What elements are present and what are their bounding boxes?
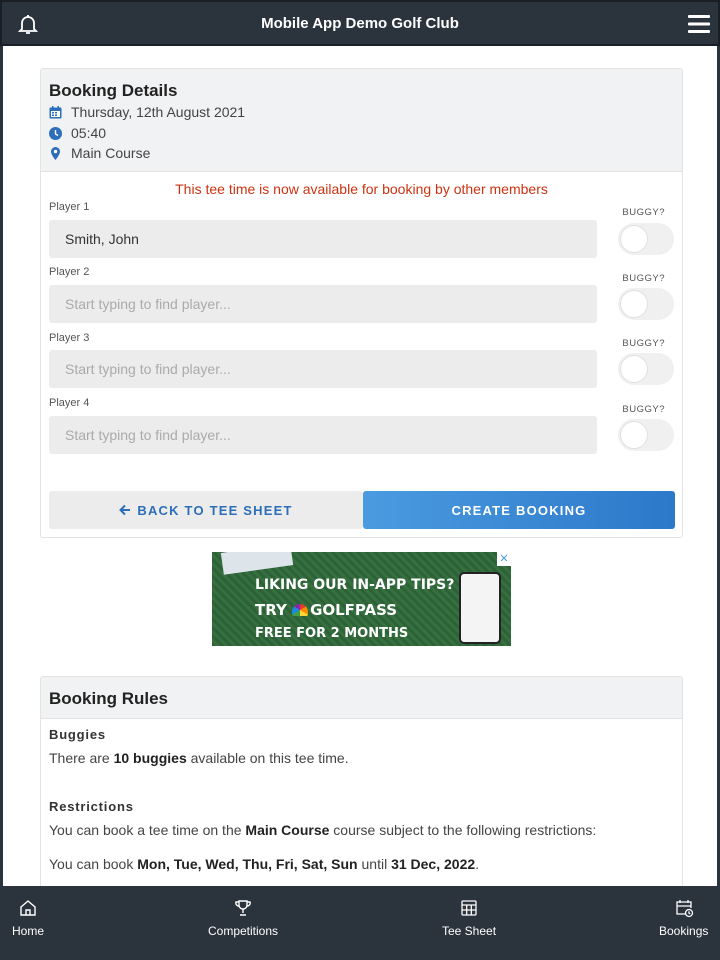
home-icon bbox=[18, 898, 38, 918]
ad-phone-image bbox=[459, 572, 501, 644]
buggy-1-toggle[interactable] bbox=[618, 223, 674, 255]
ad-banner[interactable] bbox=[212, 552, 511, 646]
nav-tee-sheet-label: Tee Sheet bbox=[442, 924, 497, 938]
grid-calendar-icon bbox=[459, 898, 479, 918]
buggies-heading: Buggies bbox=[49, 727, 106, 742]
nav-competitions[interactable] bbox=[208, 898, 278, 938]
bottom-nav bbox=[0, 886, 720, 960]
buggies-text bbox=[49, 750, 349, 766]
ad-brand: GOLFPASS bbox=[310, 601, 398, 619]
toggle-knob bbox=[620, 290, 648, 318]
restrictions-heading: Restrictions bbox=[49, 799, 134, 814]
player-1-label: Player 1 bbox=[49, 201, 90, 213]
booking-date-row bbox=[49, 103, 245, 121]
booking-card bbox=[40, 68, 683, 538]
restrictions-days bbox=[49, 856, 479, 872]
create-button-label: CREATE BOOKING bbox=[451, 502, 587, 518]
days-until: 31 Dec, 2022 bbox=[391, 856, 476, 872]
player-2-input[interactable]: Start typing to find player... bbox=[49, 285, 597, 323]
map-pin-icon bbox=[49, 147, 62, 160]
ad-close-icon[interactable]: ✕ bbox=[497, 552, 511, 566]
toggle-knob bbox=[620, 421, 648, 449]
buggy-4-toggle[interactable] bbox=[618, 419, 674, 451]
booking-rules-card bbox=[40, 676, 683, 906]
peacock-logo-icon bbox=[292, 604, 308, 616]
buggy-4-label: BUGGY? bbox=[622, 404, 665, 415]
player-4-input[interactable]: Start typing to find player... bbox=[49, 416, 597, 454]
booking-time-row bbox=[49, 124, 106, 142]
nav-home-label: Home bbox=[12, 924, 45, 938]
buggies-text-post: available on this tee time. bbox=[186, 750, 349, 766]
player-3-input[interactable]: Start typing to find player... bbox=[49, 350, 597, 388]
booking-heading: Booking Details bbox=[49, 81, 178, 100]
booking-course: Main Course bbox=[71, 145, 151, 161]
player-3-label: Player 3 bbox=[49, 332, 90, 344]
restrictions-text-post: course subject to the following restrictions: bbox=[329, 822, 597, 838]
create-booking-button[interactable] bbox=[363, 491, 675, 529]
nav-home[interactable] bbox=[12, 898, 44, 938]
ad-try: TRY bbox=[255, 601, 287, 619]
buggy-2-label: BUGGY? bbox=[622, 273, 665, 284]
ad-line-1: LIKING OUR IN-APP TIPS? bbox=[255, 577, 455, 593]
calendar-clock-icon bbox=[674, 898, 694, 918]
buggy-1-label: BUGGY? bbox=[622, 207, 665, 218]
player-4-label: Player 4 bbox=[49, 397, 90, 409]
booking-rules-header bbox=[41, 677, 682, 719]
trophy-icon bbox=[233, 898, 253, 918]
ad-line-3: FREE FOR 2 MONTHS bbox=[255, 626, 409, 641]
calendar-icon bbox=[49, 106, 62, 119]
player-1-input[interactable]: Smith, John bbox=[49, 220, 597, 258]
buggy-2-toggle[interactable] bbox=[618, 288, 674, 320]
booking-course-row bbox=[49, 144, 150, 162]
days-mid: until bbox=[357, 856, 392, 872]
arrow-left-icon bbox=[119, 504, 131, 516]
days-post: . bbox=[475, 856, 480, 872]
nav-bookings-label: Bookings bbox=[659, 924, 709, 938]
buggies-text-pre: There are bbox=[49, 750, 114, 766]
days-list: Mon, Tue, Wed, Thu, Fri, Sat, Sun bbox=[137, 856, 358, 872]
buggy-3-label: BUGGY? bbox=[622, 338, 665, 349]
availability-notice: This tee time is now available for booking by other members bbox=[175, 181, 548, 197]
nav-tee-sheet[interactable] bbox=[442, 898, 496, 938]
buggy-3-toggle[interactable] bbox=[618, 353, 674, 385]
restrictions-course: Main Course bbox=[245, 822, 330, 838]
booking-card-header bbox=[41, 69, 682, 172]
booking-date: Thursday, 12th August 2021 bbox=[71, 104, 246, 120]
buggies-count: 10 buggies bbox=[113, 750, 187, 766]
restrictions-text-pre: You can book a tee time on the bbox=[49, 822, 246, 838]
top-bar bbox=[0, 0, 720, 46]
frame-left bbox=[0, 46, 3, 886]
restrictions-text bbox=[49, 822, 596, 838]
nav-competitions-label: Competitions bbox=[208, 924, 279, 938]
clock-icon bbox=[49, 127, 62, 140]
back-button-label: BACK TO TEE SHEET bbox=[137, 502, 293, 518]
booking-time: 05:40 bbox=[71, 125, 107, 141]
ad-line-2 bbox=[255, 601, 397, 619]
app-title: Mobile App Demo Golf Club bbox=[261, 15, 459, 32]
nav-bookings[interactable] bbox=[659, 898, 708, 938]
hamburger-menu-icon[interactable] bbox=[688, 15, 710, 33]
back-to-tee-sheet-button[interactable] bbox=[49, 491, 363, 529]
toggle-knob bbox=[620, 355, 648, 383]
days-pre: You can book bbox=[49, 856, 138, 872]
rules-heading: Booking Rules bbox=[49, 689, 169, 708]
player-2-label: Player 2 bbox=[49, 266, 90, 278]
toggle-knob bbox=[620, 225, 648, 253]
